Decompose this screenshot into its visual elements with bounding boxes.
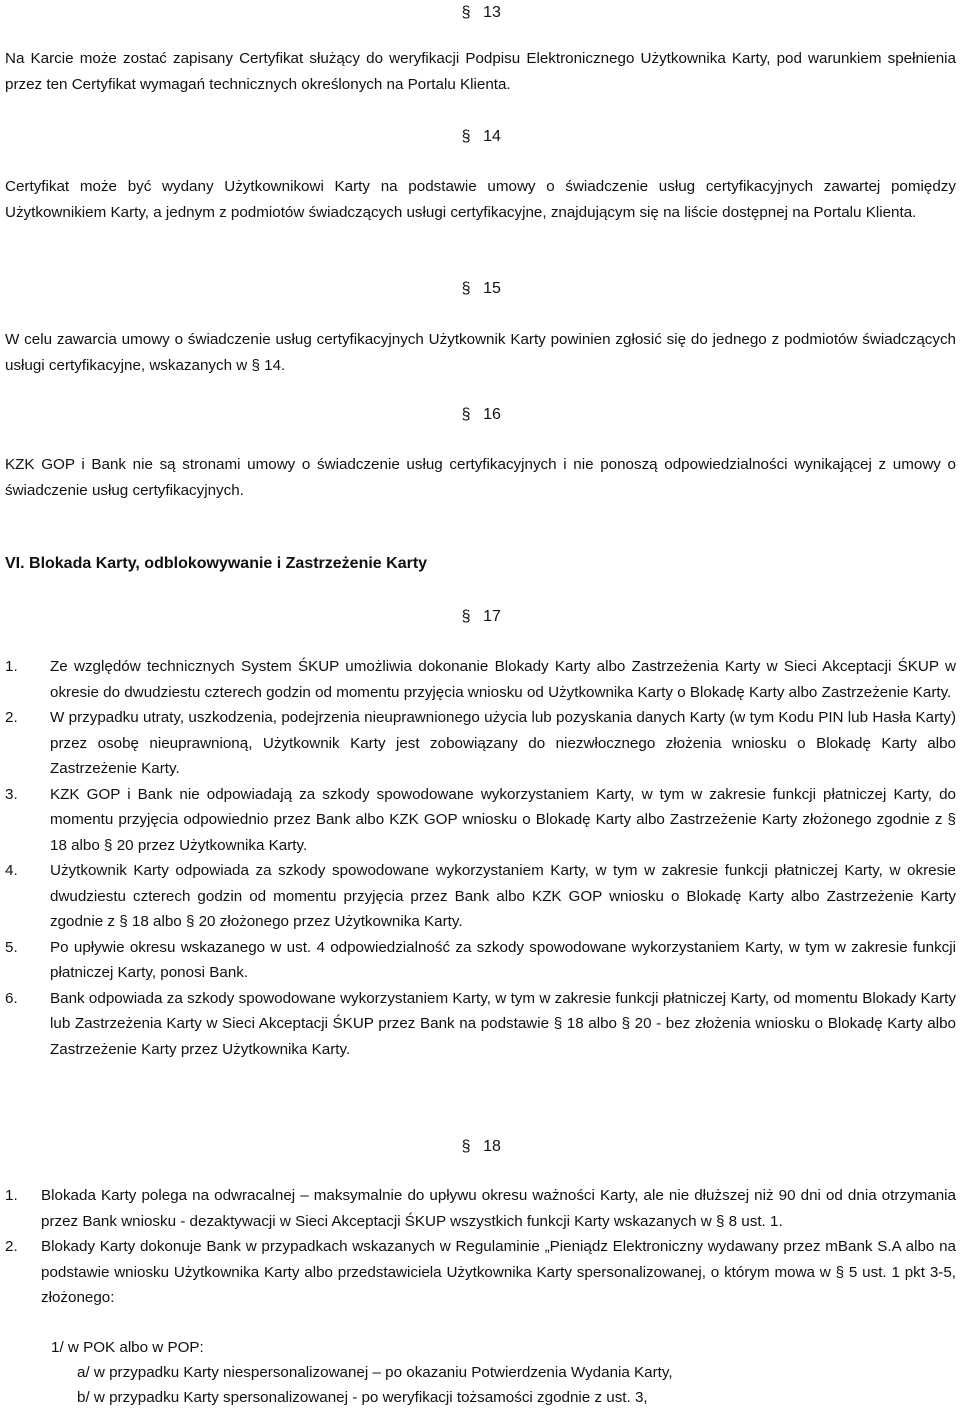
list-item: 1. Blokada Karty polega na odwracalnej – maksymalnie do upływu okresu ważności Karty, ale nie dłuższej niż 90 dni od dnia otrzymania przez Bank wniosku - dezaktywacji w Sieci Akceptacji ŚKUP wszystkich funkcji Karty wskazanych w § 8 ust. 1. [5, 1187, 956, 1230]
sub-item-b: b/ w przypadku Karty spersonalizowanej - po weryfikacji tożsamości zgodnie z ust. 3, [77, 1389, 648, 1406]
chapter-heading: VI. Blokada Karty, odblokowywanie i Zastrzeżenie Karty [5, 555, 428, 572]
section-number-13: § 13 [461, 4, 501, 21]
paragraph-16: KZK GOP i Bank nie są stronami umowy o świadczenie usług certyfikacyjnych i nie ponoszą odpowiedzialności wynikającej z umowy o świadczenie usług certyfikacyjnych. [5, 456, 956, 499]
paragraph-15: W celu zawarcia umowy o świadczenie usług certyfikacyjnych Użytkownik Karty powinien zgłosić się do jednego z podmiotów świadczących usługi certyfikacyjne, wskazanych w § 14. [5, 331, 956, 374]
sub-item-a: a/ w przypadku Karty niespersonalizowanej – po okazaniu Potwierdzenia Wydania Karty, [77, 1364, 673, 1381]
list-item: 2. W przypadku utraty, uszkodzenia, podejrzenia nieuprawnionego użycia lub pozyskania danych Karty (w tym Kodu PIN lub Hasła Karty) przez osobę nieuprawnioną, Użytkownik Karty jest zobowiązany do niezwłocznego złożenia wniosku o Blokadę Karty albo Zastrzeżenie Karty. [5, 709, 956, 777]
section-number-14: § 14 [461, 128, 501, 145]
list-item: 4. Użytkownik Karty odpowiada za szkody spowodowane wykorzystaniem Karty, w tym w zakresie funkcji płatniczej Karty, w okresie dwudziestu czterech godzin od momentu przyjęcia przez Bank albo KZK GOP wniosku o Blokadę Karty albo Zastrzeżenie Karty zgodnie z § 18 albo § 20 złożonego przez Użytkownika Karty. [5, 862, 956, 930]
paragraph-13: Na Karcie może zostać zapisany Certyfikat służący do weryfikacji Podpisu Elektronicznego Użytkownika Karty, pod warunkiem spełnienia przez ten Certyfikat wymagań technicznych określonych na Portalu Klienta. [5, 50, 956, 93]
list-item: 2. Blokady Karty dokonuje Bank w przypadkach wskazanych w Regulaminie „Pieniądz Elektroniczny wydawany przez mBank S.A albo na podstawie wniosku Użytkownika Karty albo przedstawiciela Użytkownika Karty spersonalizowanej, o którym mowa w § 5 ust. 1 pkt 3-5, złożonego: [5, 1238, 956, 1306]
section-number-17: § 17 [461, 608, 501, 625]
list-item: 3. KZK GOP i Bank nie odpowiadają za szkody spowodowane wykorzystaniem Karty, w tym w zakresie funkcji płatniczej Karty, do momentu przyjęcia odpowiednio przez Bank albo KZK GOP wniosku o Blokadę Karty albo Zastrzeżenie Karty złożonego zgodnie z § 18 albo § 20 przez Użytkownika Karty. [5, 785, 956, 854]
paragraph-14: Certyfikat może być wydany Użytkownikowi Karty na podstawie umowy o świadczenie usług certyfikacyjnych zawartej pomiędzy Użytkownikiem Karty, a jednym z podmiotów świadczących usługi certyfikacyjne, znajdującym się na liście dostępnej na Portalu Klienta. [5, 178, 956, 221]
list-section-17 [5, 654, 956, 1062]
list-section-18 [5, 1183, 956, 1311]
section-number-18: § 18 [461, 1138, 501, 1155]
section-number-15: § 15 [461, 280, 501, 297]
list-item: 6. Bank odpowiada za szkody spowodowane wykorzystaniem Karty, w tym w zakresie funkcji płatniczej Karty, od momentu Blokady Karty lub Zastrzeżenia Karty w Sieci Akceptacji ŚKUP przez Bank na podstawie § 18 albo § 20 - bez złożenia wniosku o Blokadę Karty albo Zastrzeżenie Karty przez Użytkownika Karty. [5, 989, 956, 1058]
list-item: 5. Po upływie okresu wskazanego w ust. 4 odpowiedzialność za szkody spowodowane wykorzystaniem Karty, w tym w zakresie funkcji płatniczej Karty, ponosi Bank. [5, 938, 956, 981]
section-number-16: § 16 [461, 406, 501, 423]
list-item: 1. Ze względów technicznych System ŚKUP umożliwia dokonanie Blokady Karty albo Zastrzeżenia Karty w Sieci Akceptacji ŚKUP w okresie do dwudziestu czterech godzin od momentu przyjęcia wniosku od Użytkownika Karty o Blokadę Karty albo Zastrzeżenie Karty. [5, 658, 956, 701]
sub-item-1: 1/ w POK albo w POP: [51, 1339, 204, 1356]
